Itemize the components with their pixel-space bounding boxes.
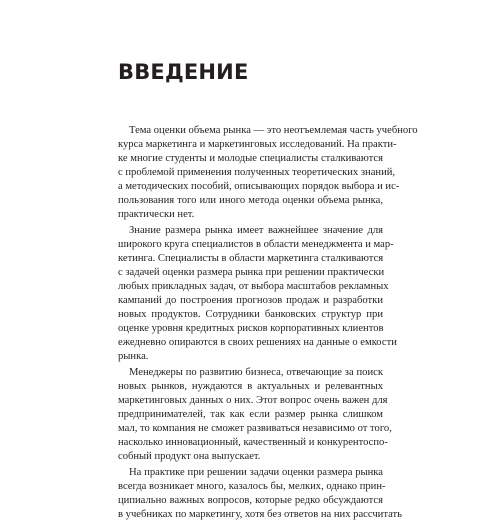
text-line: ципиально важных вопросов, которые редко обсуждаются bbox=[118, 494, 383, 506]
text-line: любых прикладных задач, от выбора масштабов рекламных bbox=[118, 281, 389, 293]
paragraph bbox=[118, 224, 397, 364]
text-line: с задачей оценки размера рынка при решении практически bbox=[118, 266, 385, 278]
text-line: собный продукт она выпускает. bbox=[118, 451, 261, 463]
paragraph bbox=[118, 366, 392, 464]
text-line: мал, то компания не сможет развиваться независимо от того, bbox=[118, 422, 392, 434]
text-line: курса маркетинга и маркетинговых исследований. На практи- bbox=[118, 139, 397, 151]
text-line: новых рынков, нуждаются в актуальных и релевантных bbox=[118, 380, 383, 392]
text-line: маркетинговых данных о них. Этот вопрос очень важен для bbox=[118, 394, 388, 406]
paragraph bbox=[118, 124, 418, 222]
text-line: новых продуктов. Сотрудники банковских структур при bbox=[118, 309, 383, 321]
text-line: Тема оценки объема рынка — это неотъемлемая часть учебного bbox=[129, 125, 418, 136]
text-line: практически нет. bbox=[118, 209, 195, 221]
paragraph bbox=[118, 466, 402, 522]
text-line: кампаний до построения прогнозов продаж и разработки bbox=[118, 295, 383, 307]
text-line: всегда возникает много, казалось бы, мелких, однако прин- bbox=[118, 480, 386, 492]
text-line: с проблемой применения полученных теоретических знаний, bbox=[118, 167, 396, 179]
text-line: На практике при решении задачи оценки размера рынка bbox=[129, 466, 383, 478]
text-line: широкого круга специалистов в области менеджмента и мар- bbox=[118, 238, 394, 250]
text-line: пользования того или иного метода оценки объема рынка, bbox=[118, 195, 383, 207]
text-line: кетинга. Специалисты в области маркетинга сталкиваются bbox=[118, 252, 384, 264]
text-line: предпринимателей, так как если размер рынка слишком bbox=[118, 408, 383, 420]
text-line: Менеджеры по развитию бизнеса, отвечающие за поиск bbox=[129, 366, 383, 378]
text-line: ежедневно опираются в своих решениях на данные о емкости bbox=[118, 337, 397, 349]
text-line: а методических пособий, описывающих порядок выбора и ис- bbox=[118, 181, 400, 193]
chapter-heading: ВВЕДЕНИЕ bbox=[118, 60, 249, 84]
text-line: ке многие студенты и молодые специалисты сталкиваются bbox=[118, 153, 383, 165]
text-line: в учебниках по маркетингу, хотя без ответов на них рассчитать bbox=[118, 508, 402, 520]
text-line: оценке уровня кредитных рисков корпоративных клиентов bbox=[118, 323, 384, 335]
body-text bbox=[118, 124, 418, 523]
text-line: насколько инновационный, качественный и конкурентоспо- bbox=[118, 437, 388, 449]
text-line: Знание размера рынка имеет важнейшее значение для bbox=[129, 224, 383, 236]
text-line: рынка. bbox=[118, 351, 149, 363]
